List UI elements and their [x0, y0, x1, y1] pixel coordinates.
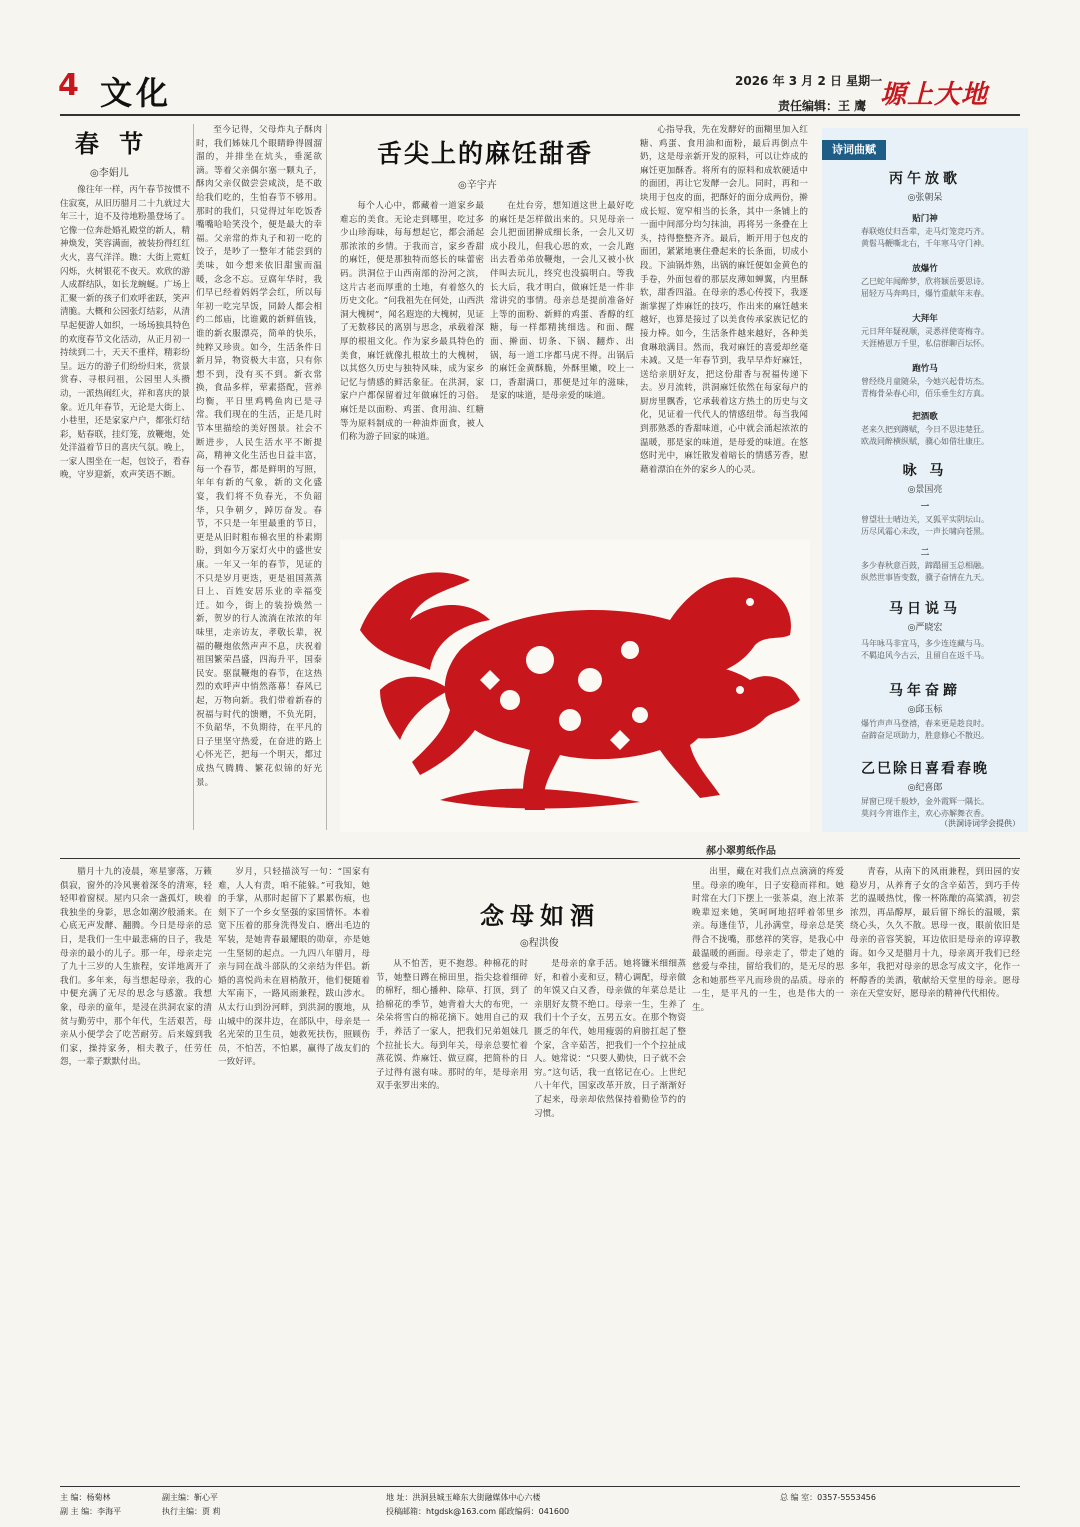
spring-article-author: ◎李娟儿: [90, 168, 129, 179]
poem-subtitle: 二: [920, 548, 930, 558]
poem-line: 黄髫马鞭嘶北右，千年寒马守门神。: [861, 239, 989, 248]
poem-subtitle: 一: [920, 502, 930, 512]
poem-line: 莫问今宵谁作主，欢心亦解舞衣香。: [861, 809, 989, 818]
masthead-logo: 塬上大地: [880, 80, 989, 110]
mother-article-author: ◎程洪俊: [520, 938, 559, 949]
mother-article-col-3: 从不怕苦，更不抱怨。种棉花的时节，她整日蹲在棉田里，指尖捻着细碎的棉籽，细心播种、除草、打顶，到了拾棉花的季节，她背着大大的布兜，一朵朵将雪白的棉花摘下。她用自己的双手，养活了一家人，把我们兄弟姐妹几个拉扯长大。每到年关，母亲总要忙着蒸花馍、炸麻饪、做豆腐，把简朴的日子过得有滋有味。那时的年，是母亲用双手张罗出来的。: [376, 959, 528, 1092]
column-divider: [193, 124, 194, 830]
poem-author: ◎张朝呆: [907, 193, 943, 203]
poem-author: ◎邱玉标: [907, 705, 943, 715]
column-divider: [326, 124, 327, 830]
footer-email: 投稿邮箱：htgdsk@163.com 邮政编码：041600: [386, 1507, 570, 1516]
mahua-article-col-1: 每个人心中，都藏着一道家乡最难忘的美食。无论走到哪里，吃过多少山珍海味，每每想起它，都会涌起那浓浓的乡情。于我而言，家乡香甜的麻饪，便是那独特而悠长的味蕾密码。洪洞位于山西南部的汾河之滨，这片古老而厚重的土地，有着悠久的历史文化。“问我祖先在何处，山西洪洞大槐树”，闻名遐迩的大槐树，见证了无数移民的离别与思念，承载着深厚的根祖文化。作为家乡最具特色的美食，麻饪就像扎根故土的大槐树，以其悠久历史与独特风味，成为家乡记忆与情感的鲜活象征。在洪洞，家家户户都保留着过年做麻饪的习俗。麻饪是以面粉、鸡蛋、食用油、红糖等为原料制成的一种油炸面食，被人们称为游子回家的味道。: [340, 201, 484, 443]
footer-phone: 总 编 室：0357-5553456: [780, 1493, 876, 1502]
mother-article-col-1: 腊月十九的凌晨，寒星寥落，万籁俱寂，窗外的冷风裹着深冬的清寒，轻轻叩着窗棂。屋内只余一盏孤灯，映着我独坐的身影，思念如潮汐般涌来。在心底无声发酵、翻腾。今日是母亲的忌日，是我们一生中最悲痛的日子，我是母亲的最小的儿子。那一年，母亲走完了九十三岁的人生旅程，安详地离开了我们。多年来，每当想起母亲，我的心中便充满了无尽的思念与感激。我想象，母亲的童年，是浸在洪洞农家的清贫与勤劳中，那个年代，生活艰苦，母亲从小便学会了吃苦耐劳。后来嫁到我们家，操持家务，相夫教子，任劳任怨，一辈子默默付出。: [60, 867, 212, 1068]
mother-article-col-6: 青春，从南下的风雨兼程，到田园的安稳岁月，从养育子女的含辛茹苦，到巧手传艺的温暖热忱，像一杯陈酿的高粱酒，初尝浓烈，再品醇厚，最后留下绵长的温暖，萦绕心头，久久不散。思母一夜，眼前依旧是母亲的音容笑貌，耳边依旧是母亲的谆谆教诲。如今又是腊月十九，母亲离开我们已经多年，我把对母亲的思念写成文字，化作一杯醇香的美酒，敬献给天堂里的母亲。愿母亲在天堂安好，愿母亲的精神代代相传。: [850, 867, 1020, 1000]
poem-subtitle: 跑竹马: [912, 364, 938, 374]
poem-line: 元日拜年疑视顺，灵悉祥使寄梅寺。: [861, 327, 989, 336]
poem-line: 历尽风霜心未改，一声长啸向苍黑。: [861, 527, 989, 536]
poem-line: 老来久把到蹲赋，今日不思违楚狂。: [861, 425, 989, 434]
issue-date: 2026 年 3 月 2 日 星期一: [735, 74, 883, 88]
header-rule: [60, 114, 1020, 116]
poem-line: 青梅骨朵春心印，佰乐垂生幻方真。: [861, 389, 989, 398]
mother-article-col-2: 岁月，只轻描淡写一句：“国家有难，人人有责，咱不能躲。”可我知，她的手掌，从那时起留下了累累伤痕，也刻下了一个乡女坚强的家国情怀。本着宽下压着的那身洗得发白、磨出毛边的军装，是她青春最耀眼的勋章，亦是她一生坚韧的起点。一九四八年腊月，母亲与同在战斗部队的父亲结为伴侣。新婚的喜悦尚未在眉梢散开，他们便随着大军南下，一路风雨兼程，跋山涉水。从太行山到汾河畔，到洪洞的腹地，从山城中的深井边，在部队中，母亲是一名光荣的卫生员，她救死扶伤，照顾伤员，不怕苦，不怕累，赢得了战友们的一致好评。: [218, 867, 370, 1068]
spring-article-col-1: 像往年一样，丙午春节按惯不住寂寞，从旧历腊月二十九就过大年三十，迫不及待地粉墨登场了。它像一位奔赴婚礼殿堂的新人，精神焕发，笑容满面，被装扮得红红火火，喜气洋洋。瞧：大街上霓虹闪烁，火树银花不夜天。欢欣的游人成群结队，如长龙蜿蜒。广场上汇聚一新的孩子们欢呼雀跃，笑声清脆。大概和公园张灯结彩，从清早起便游人如织，一场场独具特色的欢度春节文化活动，从正月初一持续到二十，天天不重样，精彩纷呈。远方的游子们纷纷归来，赏景赏春、寻根问祖，公园里人头攒动，一派热闹红火，祥和喜庆的景象。近几年春节，无论是大街上、小巷里，还是家家户户，都张灯结彩，贴春联，挂灯笼，放鞭炮，处处洋溢着节日的喜庆气氛。晚上，一家人围坐在一起，包饺子，看春晚，守岁迎新，欢声笑语不断。: [60, 185, 190, 481]
mahua-article-title: 舌尖上的麻饪甜香: [376, 139, 593, 168]
poem-subtitle: 放爆竹: [912, 264, 938, 274]
page-number: 4: [58, 68, 79, 103]
mahua-article-col-2: 在灶台旁，想知道这世上最好吃的麻饪是怎样做出来的。只见母亲一会儿把面团擀成细长条，一会儿又切成小段儿，但我心思的欢，一会儿跑出去看弟弟放鞭炮，一会儿又被小伙伴叫去玩儿，终究也没搞明白。等我长大后，我才明白，做麻饪是一件非常讲究的事情。母亲总是提前准备好上等的面粉、新鲜的鸡蛋、香醇的红糖，每一样都精挑细选。和面、醒面、擀面、切条、下锅、翻炸、出锅，每一道工序都马虎不得。出锅后的麻饪金黄酥脆，外酥里嫩，咬上一口，香甜满口，那便是过年的滋味，是家的味道，是母亲爱的味道。: [490, 201, 634, 402]
poem-subtitle: 大拜年: [912, 314, 938, 324]
section-title: 文化: [100, 74, 173, 112]
poem-line: 屈轻万马奔鸣日，爆竹重献年末春。: [861, 289, 989, 298]
spring-article-col-2: 至今记得，父母炸丸子酥肉时，我们姊妹几个眼睛睁得圆溜溜的，并排坐在炕头，垂涎欲滴。等着父亲偶尔塞一颗丸子，酥肉父亲仅做尝尝咸淡，是不敢给我们吃的，生怕春节不够用。那时的我们，只觉得过年吃饭香嘴嘴哈哈笑没个，便是最大的幸福。父亲常的炸丸子和初一吃的饺子，是吵了一整年才能尝到的美味，如今想来依旧甜蜜而温暖，念念不忘。豆腐年华时，我们早已经着妈妈学会红，所以每年初一吃完早饭，同龄人都会相约二郎庙，比谁戴的新鲜值钱，谁的新衣服漂亮，简单的快乐，纯粹又珍贵。如今，生活条件日新月异，物资极大丰富，只有你想不到，没有买不到。新衣常换，食品多样，荤素搭配，营养均衡，平日里鸡鸭鱼肉已是寻常。我们现在的生活，正是几时节本里描绘的美好图景。社会不断进步，人民生活水平不断提高，精神文化生活也日益丰富，每一个春节，都是鲜明的写照，年年有新的气象，新的文化盛宴，我们将不负春光，不负韶华，只争朝夕，踔厉奋发。春节，不只是一年里最重的节日，更是从旧时粗布棉衣里的朴素期盼，到如今万家灯火中的盛世安康。一年又一年的春节，见证的不只是岁月更迭，更是祖国蒸蒸日上、百姓安居乐业的幸福变迁。如今，街上的装扮焕然一新，贺岁的行人流淌在浓浓的年味里，走亲访友，孝敬长辈，祝福的鞭炮依然声声不息，庆祝着祖国繁荣昌盛，四海升平，国泰民安。驱鼠鞭炮的春节，在这热烈的欢呼声中悄然落幕！春风已起，万物向新。我们带着新春的祝福与时代的馈赠，不负光阴，不负韶华，不负期待，在平凡的日子里坚守热爱，在奋进的路上心怀光芒，把每一个明天，都过成热气腾腾、繁花似锦的好光景。: [196, 125, 322, 788]
poem-line: 马年咏马非宜马，多少连连藏与马。: [861, 639, 989, 648]
responsible-editor: 责任编辑：王 鹰: [778, 99, 867, 113]
poem-author: ◎景国亮: [907, 485, 943, 495]
footer-chief-editor: 主 编：杨菊林: [60, 1493, 111, 1502]
poem-subtitle: 把酒歌: [912, 412, 938, 422]
mahua-article-author: ◎辛宇卉: [458, 180, 497, 191]
poem-title: 咏 马: [902, 463, 948, 479]
poem-line: 春联炮仗归吾辈，走马灯笼竞巧齐。: [861, 227, 989, 236]
papercut-image: [340, 540, 810, 832]
footer-rule: [60, 1486, 1020, 1487]
poem-subtitle: 贴门神: [912, 214, 938, 224]
poem-line: 纵然世事皆变数，骥子奋情在九天。: [861, 573, 989, 582]
footer-address: 地 址：洪洞县城玉峰东大街融媒体中心六楼: [386, 1493, 541, 1502]
poem-line: 乙巳蛇年闻醉梦，欣将颖岳要思诗。: [861, 277, 989, 286]
poem-line: 奋蹄奋足项助力，胜意修心不散迟。: [861, 731, 989, 740]
mother-article-col-4: 是母亲的拿手活。她将镰米细细蒸好，和着小麦和豆，精心调配，母亲做的年馍又白又香，母亲做的年菜总是让亲朋好友赞不绝口。母亲一生，生养了我们十个子女，五男五女。在那个物资匮乏的年代，她用瘦弱的肩膀扛起了整个家，含辛茹苦，把我们一个个拉扯成人。她常说：“只要人勤快，日子就不会穷。”这句话，我一直铭记在心。上世纪八十年代，国家改革开放，日子渐渐好了起来，母亲却依然保持着勤俭节约的习惯。: [534, 959, 686, 1119]
footer-exec-editor: 执行主编：贾 莉: [162, 1507, 221, 1516]
mahua-article-col-3: 心指导我，先在发酵好的面糊里加入红糖、鸡蛋、食用油和面粉，最后再倒点牛奶，这是母亲新开发的原料，可以让炸成的麻饪更加酥香。将所有的原料和成软硬适中的面团，再让它发酵一会儿。同时，再和一块用于包皮的面，把酥好的面分成两份，擀成长短、宽窄相当的长条，其中一条铺上的一面中间部分均匀抹油，再将另一条叠在上头，持得整整齐齐。最后，断开用于包皮的面团，紧紧地裹住叠起来的长条面，切成小段。下油锅炸熟，出锅的麻饪便如金黄色的手卷，外面包着的那层皮薄如蝉翼，内里酥软，甜香四溢。在母亲的悉心传授下，我逐渐掌握了炸麻饪的技巧，作出来的麻饪越来越好，也算是接过了以美食传承家族记忆的接力棒。如今，生活条件越来越好，各种美食琳琅满目。然而，我对麻饪的喜爱却丝毫未减。又是一年春节到，我早早炸好麻饪，送给亲朋好友，把这份甜香与祝福传递下去。岁月流转，洪洞麻饪依然在每家每户的厨房里飘香，它承载着这方热土的历史与文化，见证着一代代人的情感纽带。每当我闻到那熟悉的香甜味道，心中就会涌起浓浓的温暖，那是家的味道，是母爱的味道。在悠悠时光中，麻饪散发着暗长的情感芳香，慰藉着漂泊在外的家乡人的心灵。: [640, 125, 808, 475]
poem-panel-header: 诗词曲赋: [822, 140, 886, 160]
poem-title: 马日说马: [889, 601, 961, 617]
poem-line: 不羁追风今古云，且留自在返千马。: [861, 651, 989, 660]
mother-article-title: 念母如酒: [480, 901, 600, 930]
papercut-caption: 郝小翠剪纸作品: [706, 846, 776, 857]
poem-line: 天涯椿恩万千里，私信群聊百坛怀。: [861, 339, 989, 348]
poem-line: 曾望壮士晴边关，叉狐平实阴坛山。: [861, 515, 989, 524]
poem-line: 爆竹声声马登禧，春来更是趁良时。: [861, 719, 989, 728]
poem-title: 乙巳除日喜看春晚: [861, 761, 989, 777]
poem-title: 丙午放歌: [889, 171, 961, 187]
poem-author: ◎严晓宏: [907, 623, 943, 633]
poem-credit: （洪洞诗词学会提供）: [940, 819, 1020, 828]
poem-line: 欧战同醉横纵赋，骥心如借壮康庄。: [861, 437, 989, 446]
footer-assoc-editor: 副主编：靳心平: [162, 1493, 218, 1502]
footer-deputy-chief: 副 主 编：李海平: [60, 1507, 122, 1516]
poem-line: 曾经绕月童随朵，今她兴起骨坊杰。: [861, 377, 989, 386]
spring-article-title: 春 节: [74, 129, 150, 158]
poem-title: 马年奋蹄: [889, 683, 961, 699]
section-rule: [60, 858, 1020, 859]
horse-papercut-icon: [340, 540, 810, 832]
poem-line: 多少春秋意百鼓，蹄蹋留玉总相融。: [861, 561, 989, 570]
poem-line: 屏窗已现千般妙，金外霞辉一隅长。: [861, 797, 989, 806]
poem-author: ◎纪喜郎: [907, 783, 943, 793]
mother-article-col-5: 出里，藏在对我们点点滴滴的疼爱里。母亲的晚年，日子安稳而祥和。她时常在大门下摆上一张茶桌，泡上浓茶晚辈逗来她，笑呵呵地招呼着邻里乡亲。每逢佳节，儿孙满堂，母亲总是笑得合不拢嘴，那慈祥的笑容，是我心中最温暖的画面。母亲走了，带走了她的慈爱与牵挂，留给我们的，是无尽的思念和她那些平凡而珍贵的品质。母亲的一生，是平凡的一生，也是伟大的一生。: [692, 867, 844, 1013]
